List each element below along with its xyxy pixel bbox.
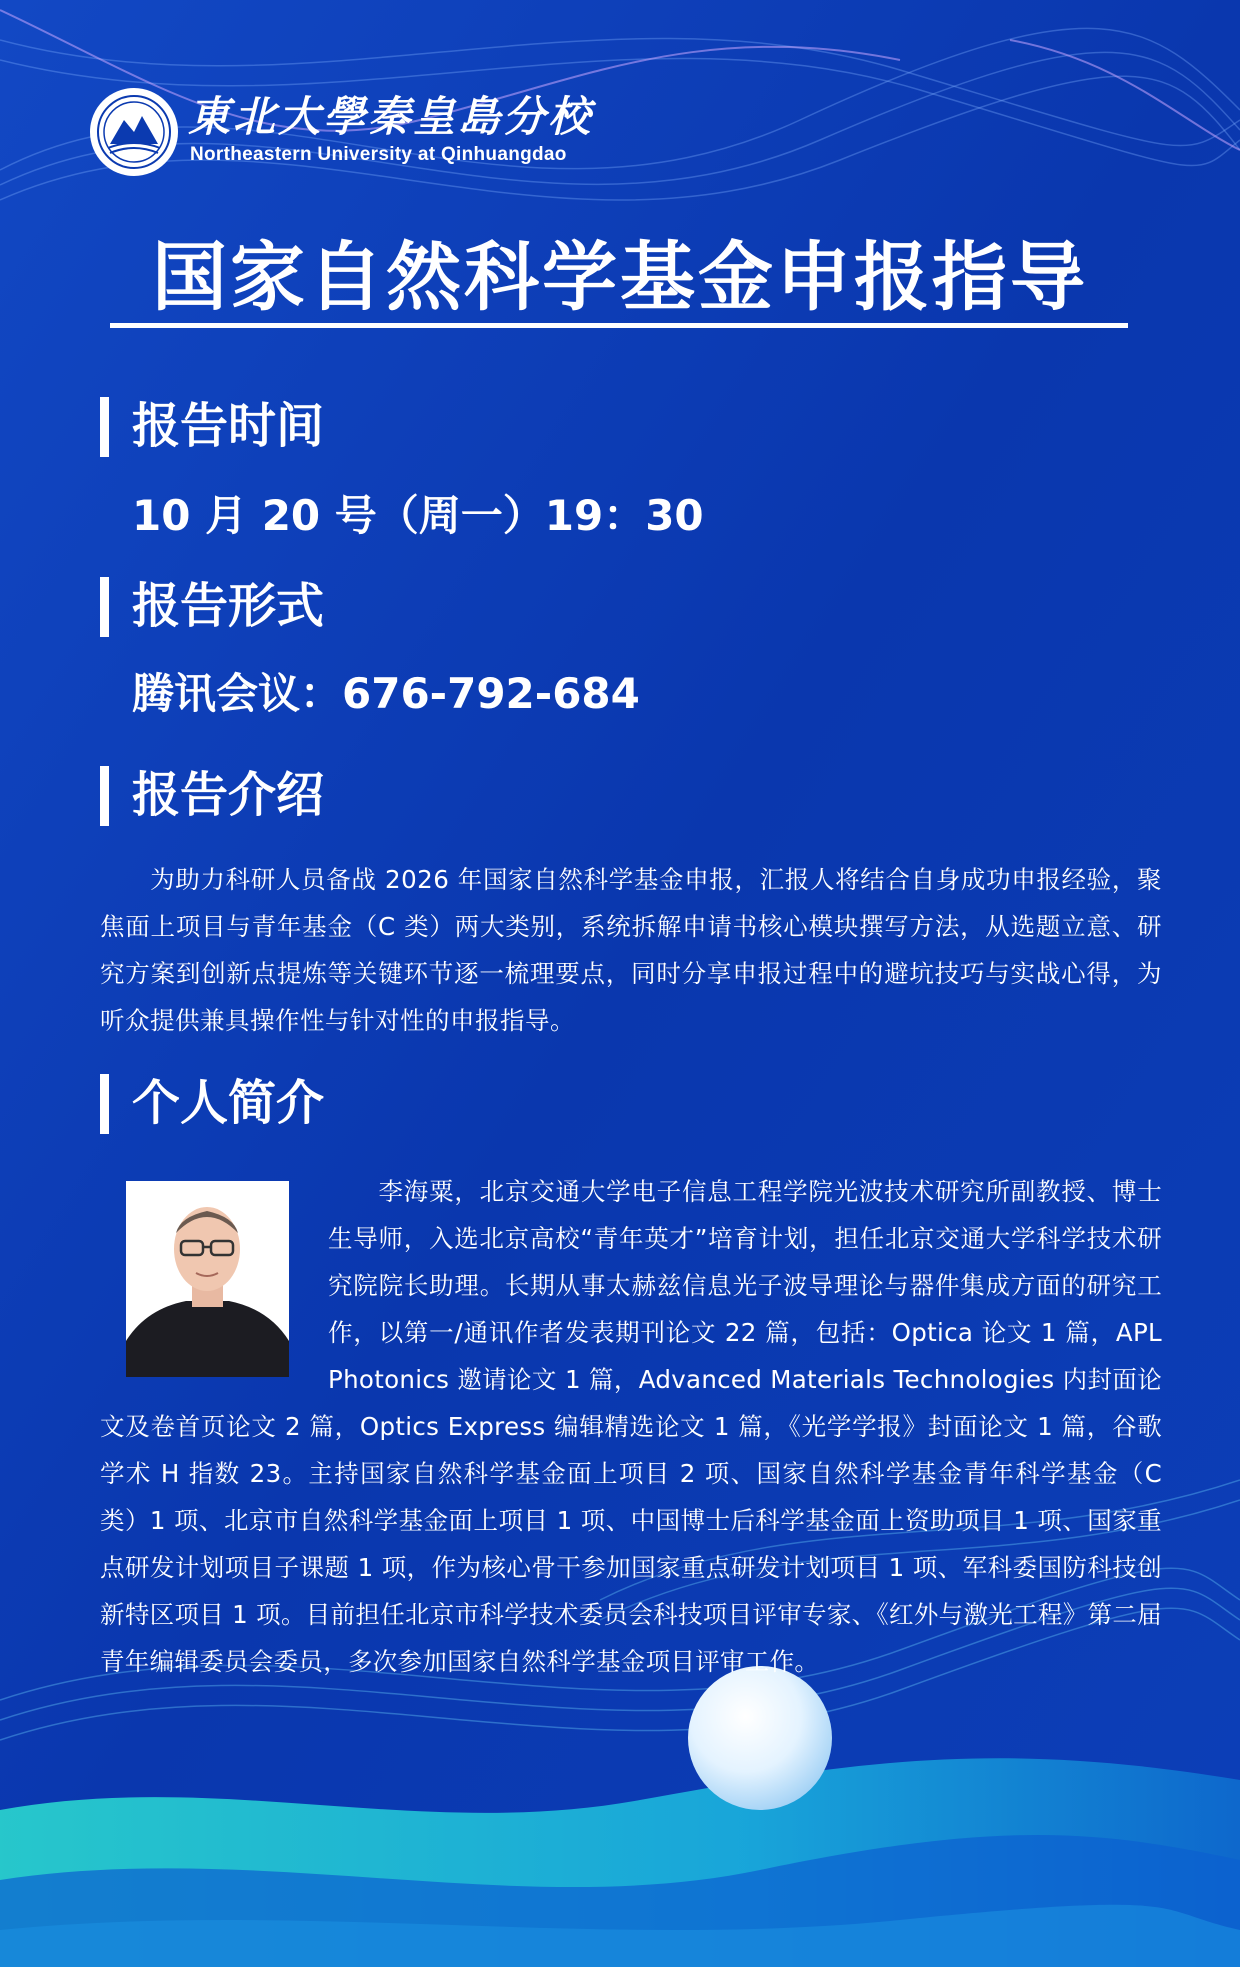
title-underline xyxy=(110,323,1128,328)
meeting-id: 腾讯会议：676-792-684 xyxy=(132,669,640,718)
report-intro-text: 为助力科研人员备战 2026 年国家自然科学基金申报，汇报人将结合自身成功申报经验，聚焦面上项目与青年基金（C 类）两大类别，系统拆解申请书核心模块撰写方法，从选题立意、研究方案到创新点提炼等关键环节逐一梳理要点，同时分享申报过程中的避坑技巧与实战心得，为听众提供兼具操作性与针对性的申报指导。 xyxy=(100,865,1162,1035)
university-logo xyxy=(88,82,594,182)
section-heading-bio: 个人简介 xyxy=(132,1075,325,1131)
section-heading-format: 报告形式 xyxy=(132,578,325,634)
page-title: 国家自然科学基金申报指导 xyxy=(151,233,1088,321)
section-heading-intro: 报告介绍 xyxy=(132,767,325,823)
section-marker xyxy=(100,397,109,457)
section-marker xyxy=(100,577,109,637)
university-name-cn: 東北大學秦皇島分校 xyxy=(188,92,594,141)
university-name-en: Northeastern University at Qinhuangdao xyxy=(190,144,567,165)
speaker-bio-text: 李海粟，北京交通大学电子信息工程学院光波技术研究所副教授、博士生导师，入选北京高校“青年英才”培育计划，担任北京交通大学科学技术研究院院长助理。长期从事太赫兹信息光子波导理论与器件集成方面的研究工作，以第一/通讯作者发表期刊论文 22 篇，包括：Optica 论文 1 篇，APL Photonics 邀请论文 1 篇，Advanced Materials Technologies 内封面论文及卷首页论文 2 篇，Optics Express 编辑精选论文 1 篇，《光学学报》封面论文 1 篇，谷歌学术 H 指数 23。主持国家自然科学基金面上项目 2 项、国家自然科学基金青年科学基金（C 类）1 项、北京市自然科学基金面上项目 1 项、中国博士后科学基金面上资助项目 1 项、国家重点研发计划项目子课题 1 项，作为核心骨干参加国家重点研发计划项目 1 项、军科委国防科技创新特区项目 1 项。目前担任北京市科学技术委员会科技项目评审专家、《红外与激光工程》第二届青年编辑委员会委员，多次参加国家自然科学基金项目评审工作。 xyxy=(100,1177,1162,1676)
university-emblem-icon xyxy=(88,86,180,178)
section-marker xyxy=(100,766,109,826)
report-intro xyxy=(100,856,1162,1044)
section-marker xyxy=(100,1074,109,1134)
section-heading-time: 报告时间 xyxy=(132,398,325,454)
report-time: 10 月 20 号（周一）19：30 xyxy=(132,491,704,540)
speaker-bio xyxy=(100,1168,1162,1685)
